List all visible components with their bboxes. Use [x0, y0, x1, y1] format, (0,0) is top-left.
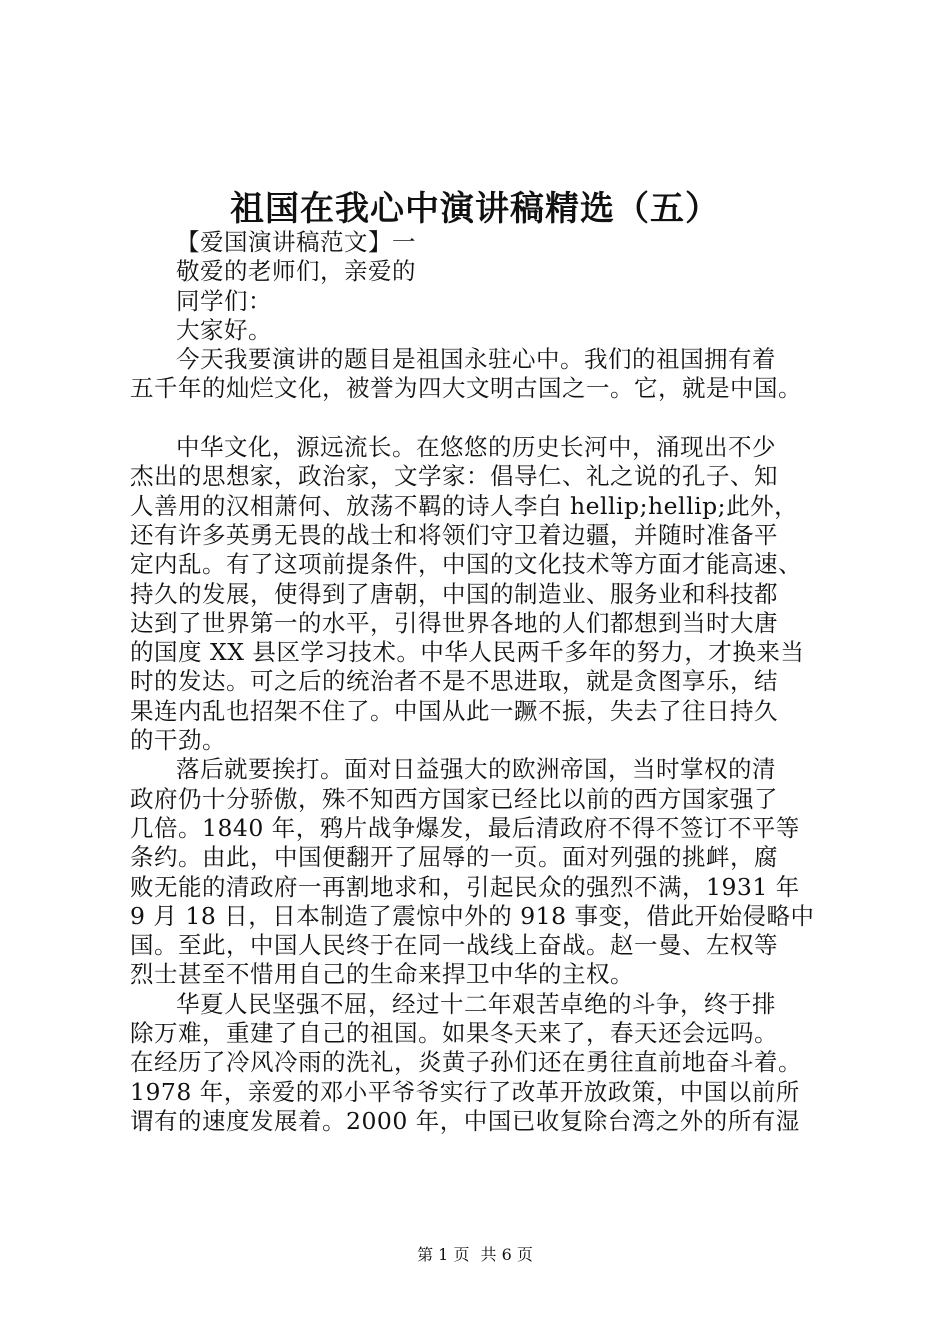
blank-line: [130, 404, 830, 433]
text-line: 几倍。1840 年，鸦片战争爆发，最后清政府不得不签订不平等: [130, 813, 800, 842]
text-line: 五千年的灿烂文化，被誉为四大文明古国之一。它，就是中国。: [130, 374, 802, 403]
text-line: 1978 年，亲爱的邓小平爷爷实行了改革开放政策，中国以前所: [130, 1077, 800, 1106]
text-line: 同学们：: [176, 286, 272, 315]
text-line: 败无能的清政府一再割地求和，引起民众的强烈不满，1931 年: [130, 872, 800, 901]
text-line: 敬爱的老师们，亲爱的: [176, 257, 416, 286]
document-body: [130, 228, 830, 1136]
text-line: 条约。由此，中国便翻开了屈辱的一页。面对列强的挑衅，腐: [130, 843, 778, 872]
paragraph-start-line: 落后就要挨打。面对日益强大的欧洲帝国，当时掌权的清: [176, 755, 776, 784]
page-number: 第 1 页: [417, 1245, 470, 1264]
paragraph-start-line: 今天我要演讲的题目是祖国永驻心中。我们的祖国拥有着: [176, 345, 776, 374]
text-line: 烈士甚至不惜用自己的生命来捍卫中华的主权。: [130, 960, 634, 989]
text-line: 的干劲。: [130, 726, 226, 755]
text-line: 政府仍十分骄傲，殊不知西方国家已经比以前的西方国家强了: [130, 784, 778, 813]
text-line: 果连内乱也招架不住了。中国从此一蹶不振，失去了往日持久: [130, 696, 778, 725]
text-line: 还有许多英勇无畏的战士和将领们守卫着边疆，并随时准备平: [130, 520, 778, 549]
page-footer: [0, 1245, 950, 1265]
paragraph-start-line: 中华文化，源远流长。在悠悠的历史长河中，涌现出不少: [176, 433, 776, 462]
text-line: 杰出的思想家，政治家，文学家：倡导仁、礼之说的孔子、知: [130, 462, 778, 491]
document-title: 祖国在我心中演讲稿精选（五）: [230, 189, 720, 229]
text-line: 国。至此，中国人民终于在同一战线上奋战。赵一曼、左权等: [130, 931, 778, 960]
text-line: 9 月 18 日，日本制造了震惊中外的 918 事变，借此开始侵略中: [130, 901, 815, 930]
text-line: 持久的发展，使得到了唐朝，中国的制造业、服务业和科技都: [130, 579, 778, 608]
text-line: 谓有的速度发展着。2000 年，中国已收复除台湾之外的所有湿: [130, 1106, 800, 1135]
text-line: 定内乱。有了这项前提条件，中国的文化技术等方面才能高速、: [130, 550, 802, 579]
paragraph-start-line: 华夏人民坚强不屈，经过十二年艰苦卓绝的斗争，终于排: [176, 989, 776, 1018]
text-line: 【爱国演讲稿范文】一: [176, 228, 416, 256]
text-line: 的国度 XX 县区学习技术。中华人民两千多年的努力，才换来当: [130, 638, 805, 667]
text-line: 大家好。: [176, 315, 272, 344]
text-line: 达到了世界第一的水平，引得世界各地的人们都想到当时大唐: [130, 608, 778, 637]
text-line: 在经历了冷风冷雨的洗礼，炎黄子孙们还在勇往直前地奋斗着。: [130, 1048, 802, 1077]
text-line: 时的发达。可之后的统治者不是不思进取，就是贪图享乐，结: [130, 667, 778, 696]
text-line: 人善用的汉相萧何、放荡不羁的诗人李白 hellip;hellip;此外，: [130, 491, 799, 520]
text-line: 除万难，重建了自己的祖国。如果冬天来了，春天还会远吗。: [130, 1019, 778, 1048]
page-total: 共 6 页: [480, 1245, 533, 1264]
